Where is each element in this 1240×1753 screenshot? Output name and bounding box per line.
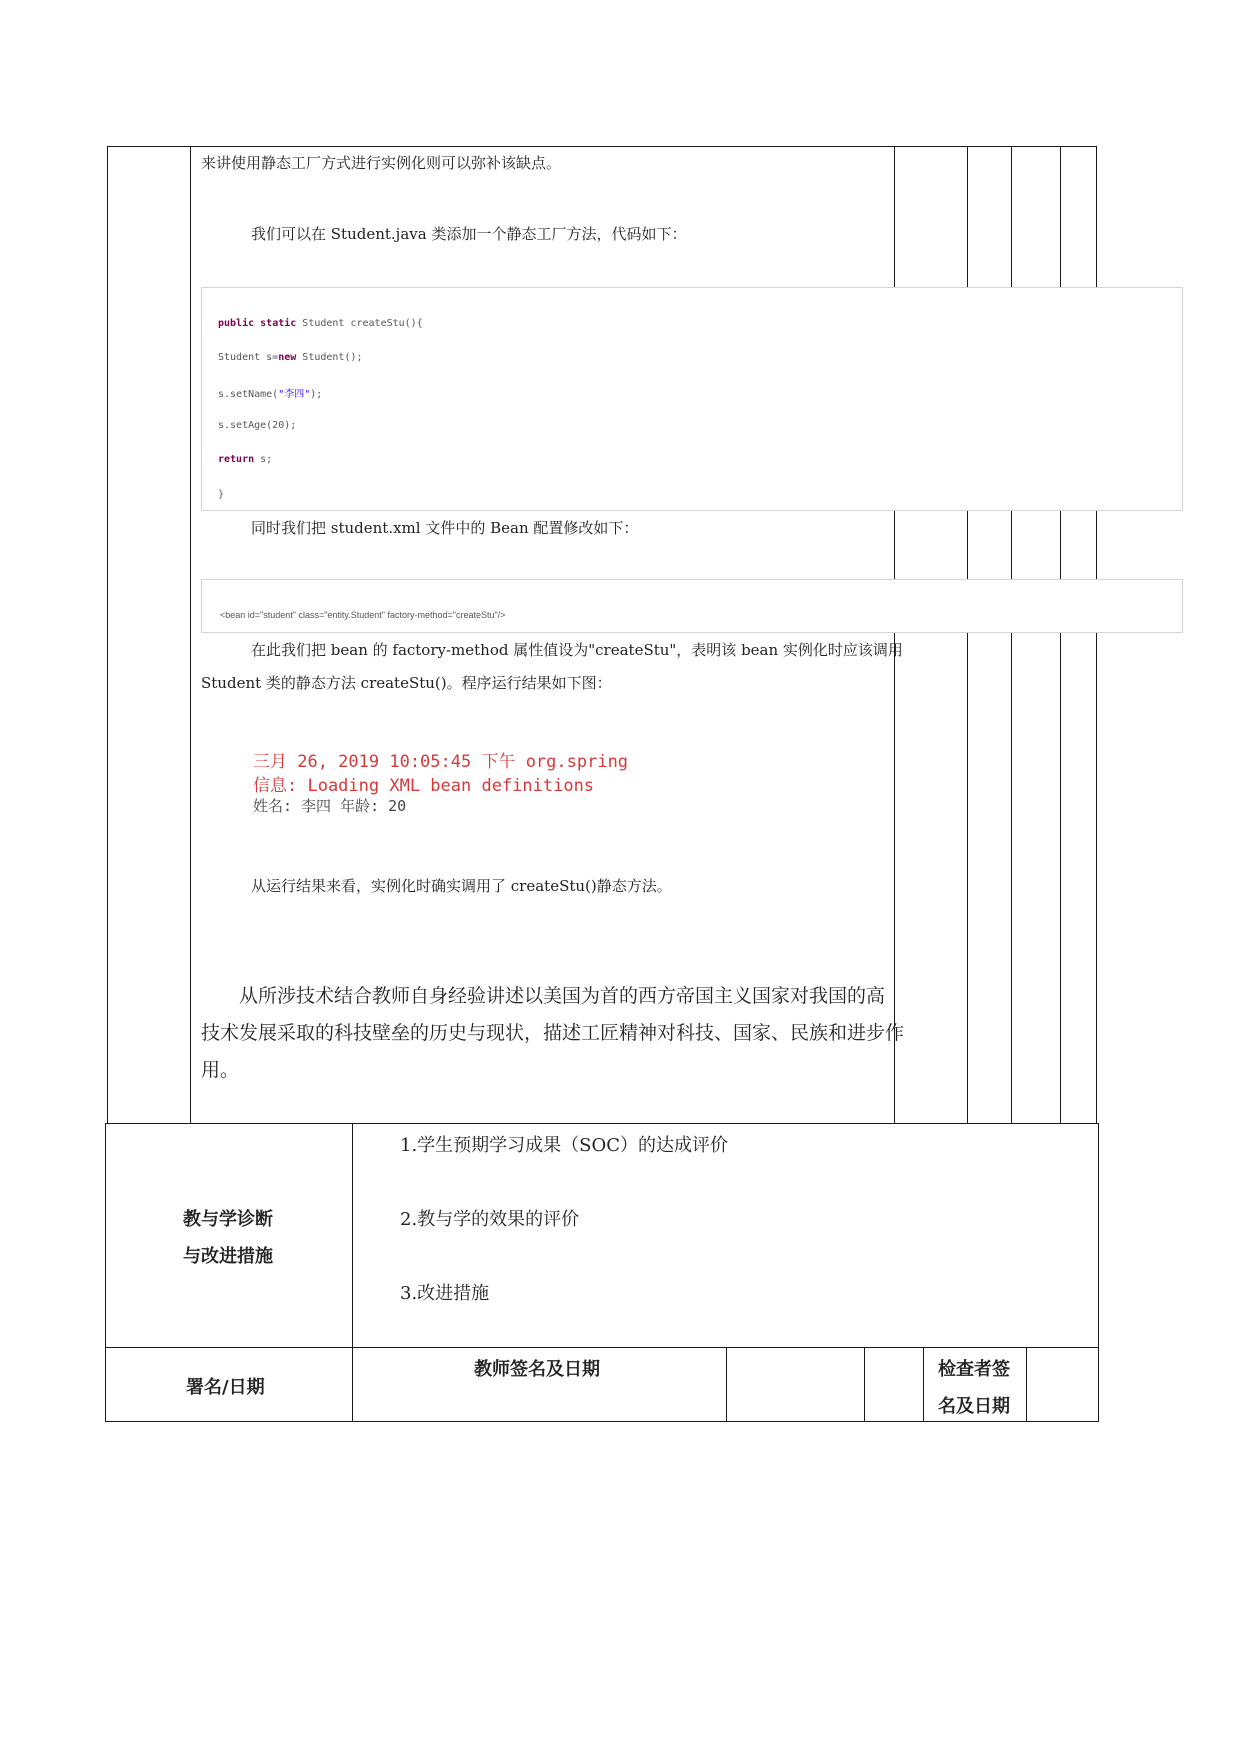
console-line-3: 姓名: 李四 年龄: 20	[253, 797, 407, 815]
code-keyword: new	[278, 352, 297, 363]
lower-bottom-border	[105, 1421, 1099, 1422]
paragraph-line-1: 从所涉技术结合教师自身经验讲述以美国为首的西方帝国主义国家对我国的高	[239, 985, 886, 1007]
code-string: "李四"	[278, 389, 311, 400]
diagnosis-label-line-1: 教与学诊断	[183, 1209, 273, 1230]
code-text: Student();	[296, 352, 363, 363]
lower-row-divider	[105, 1347, 1099, 1348]
code-keyword: public	[218, 318, 255, 329]
code-block-1	[201, 287, 1183, 511]
code-line-2	[218, 352, 363, 363]
text-line-1: 来讲使用静态工厂方式进行实例化则可以弥补该缺点。	[201, 154, 562, 172]
diagnosis-label-line-2: 与改进措施	[183, 1246, 273, 1267]
lower-left-border	[105, 1123, 106, 1422]
code-keyword: return	[218, 454, 255, 465]
diagnosis-item-1: 1.学生预期学习成果（SOC）的达成评价	[400, 1135, 729, 1156]
checker-signature-label-line-2: 名及日期	[938, 1396, 1010, 1417]
diagnosis-item-3: 3.改进措施	[400, 1283, 490, 1304]
code-text: Student createStu(){	[296, 318, 423, 329]
code-line-3	[218, 385, 322, 400]
code-line-6: }	[218, 489, 225, 500]
sig-col-divider-2	[864, 1347, 865, 1422]
code-line-xml: <bean id="student" class="entity.Student" factory-method="createStu"/>	[220, 610, 506, 620]
text-line-2: 我们可以在 Student.java 类添加一个静态工厂方法，代码如下：	[251, 225, 687, 243]
console-line-1: 三月 26, 2019 10:05:45 下午 org.spring	[253, 752, 629, 772]
text-line-3: 同时我们把 student.xml 文件中的 Bean 配置修改如下：	[251, 519, 639, 537]
signature-label: 署名/日期	[186, 1377, 265, 1398]
code-text: s;	[254, 454, 273, 465]
code-text: Student s=	[218, 352, 279, 363]
code-text: );	[310, 389, 323, 400]
sig-col-divider-1	[726, 1347, 727, 1422]
teacher-signature-label: 教师签名及日期	[474, 1359, 600, 1380]
code-keyword: static	[260, 318, 297, 329]
checker-signature-label-line-1: 检查者签	[938, 1359, 1010, 1380]
paragraph-line-3: 用。	[201, 1059, 240, 1081]
text-line-6: 从运行结果来看，实例化时确实调用了 createStu()静态方法。	[251, 877, 672, 895]
upper-top-border	[107, 146, 1097, 147]
lower-col-divider	[352, 1123, 353, 1422]
lower-top-border	[105, 1123, 1099, 1124]
console-line-2: 信息: Loading XML bean definitions	[253, 776, 595, 796]
diagnosis-item-2: 2.教与学的效果的评价	[400, 1209, 580, 1230]
code-text: s.setName(	[218, 389, 279, 400]
code-line-1	[218, 318, 423, 329]
text-line-5: Student 类的静态方法 createStu()。程序运行结果如下图：	[201, 674, 612, 692]
console-output-image	[253, 744, 653, 820]
text-line-4: 在此我们把 bean 的 factory-method 属性值设为"createStu"，表明该 bean 实例化时应该调用	[251, 641, 903, 659]
paragraph-line-2: 技术发展采取的科技壁垒的历史与现状，描述工匠精神对科技、国家、民族和进步作	[201, 1022, 905, 1044]
lower-right-border	[1098, 1123, 1099, 1422]
sig-col-divider-4	[1026, 1347, 1027, 1422]
upper-left-border	[107, 146, 108, 1124]
code-line-5	[218, 454, 272, 465]
code-line-4: s.setAge(20);	[218, 420, 297, 431]
code-block-2	[201, 579, 1183, 633]
upper-col-divider-1	[190, 146, 191, 1124]
sig-col-divider-3	[923, 1347, 924, 1422]
